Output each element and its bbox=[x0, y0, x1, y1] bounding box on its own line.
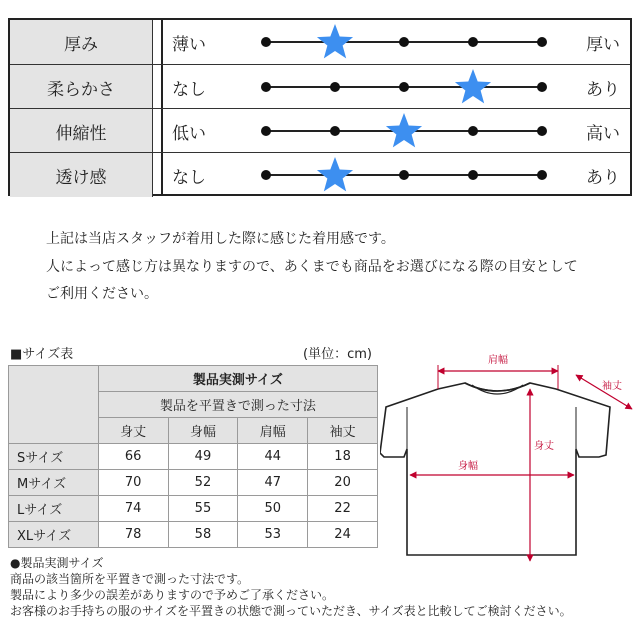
rating-star-icon bbox=[315, 155, 355, 195]
scale-dot bbox=[330, 126, 340, 136]
size-name: XLサイズ bbox=[9, 522, 99, 548]
feel-high-label: あり bbox=[586, 79, 620, 100]
scale-dot bbox=[330, 82, 340, 92]
size-column-header: 袖丈 bbox=[308, 418, 378, 444]
rating-star-icon bbox=[315, 22, 355, 62]
feel-label: 厚み bbox=[10, 20, 153, 64]
shoulder-label: 肩幅 bbox=[488, 355, 508, 366]
footnote-title: ●製品実測サイズ bbox=[10, 556, 104, 570]
feel-scale bbox=[260, 65, 550, 109]
feel-low-label: なし bbox=[172, 167, 206, 188]
scale-dot bbox=[537, 82, 547, 92]
size-value: 78 bbox=[98, 522, 168, 548]
width-label: 身幅 bbox=[458, 461, 478, 472]
sleeve-label: 袖丈 bbox=[602, 381, 622, 392]
feel-scale bbox=[260, 109, 550, 153]
feel-scale bbox=[260, 20, 550, 64]
table-row bbox=[9, 444, 378, 470]
size-value: 24 bbox=[308, 522, 378, 548]
feel-row-stretch bbox=[10, 108, 630, 153]
table-row bbox=[9, 496, 378, 522]
scale-dot bbox=[537, 170, 547, 180]
size-table-unit: (単位：cm) bbox=[303, 347, 372, 362]
size-value: 74 bbox=[98, 496, 168, 522]
size-value: 18 bbox=[308, 444, 378, 470]
feel-label: 透け感 bbox=[10, 153, 153, 197]
scale-dot bbox=[399, 170, 409, 180]
size-value: 50 bbox=[238, 496, 308, 522]
table-row bbox=[9, 522, 378, 548]
feel-scale bbox=[260, 153, 550, 197]
feel-label: 伸縮性 bbox=[10, 109, 153, 153]
feel-high-label: あり bbox=[586, 167, 620, 188]
note-line: ご利用ください。 bbox=[46, 286, 158, 302]
size-sub-title: 製品を平置きで測った寸法 bbox=[98, 392, 377, 418]
size-column-header: 身幅 bbox=[168, 418, 238, 444]
size-value: 53 bbox=[238, 522, 308, 548]
size-value: 70 bbox=[98, 470, 168, 496]
feel-low-label: なし bbox=[172, 79, 206, 100]
scale-dot bbox=[261, 82, 271, 92]
feel-low-label: 低い bbox=[172, 123, 206, 144]
scale-dot bbox=[537, 126, 547, 136]
size-value: 20 bbox=[308, 470, 378, 496]
scale-dot bbox=[468, 37, 478, 47]
note-line: 上記は当店スタッフが着用した際に感じた着用感です。 bbox=[46, 231, 395, 247]
scale-dot bbox=[537, 37, 547, 47]
size-group-title: 製品実測サイズ bbox=[98, 366, 377, 392]
feel-row-sheerness bbox=[10, 152, 630, 197]
size-value: 49 bbox=[168, 444, 238, 470]
feel-low-label: 薄い bbox=[172, 34, 206, 55]
tshirt-diagram bbox=[380, 345, 638, 575]
size-table bbox=[8, 365, 378, 548]
feel-label: 柔らかさ bbox=[10, 65, 153, 109]
size-name: Lサイズ bbox=[9, 496, 99, 522]
size-value: 47 bbox=[238, 470, 308, 496]
feel-high-label: 厚い bbox=[586, 34, 620, 55]
scale-dot bbox=[468, 170, 478, 180]
rating-star-icon bbox=[384, 111, 424, 151]
size-value: 22 bbox=[308, 496, 378, 522]
size-value: 52 bbox=[168, 470, 238, 496]
scale-dot bbox=[399, 82, 409, 92]
note-line: 人によって感じ方は異なりますので、あくまでも商品をお選びになる際の目安として bbox=[46, 259, 578, 275]
scale-dot bbox=[261, 126, 271, 136]
feel-row-softness bbox=[10, 64, 630, 109]
size-column-header: 肩幅 bbox=[238, 418, 308, 444]
size-table-corner bbox=[9, 366, 99, 444]
scale-dot bbox=[261, 170, 271, 180]
size-value: 44 bbox=[238, 444, 308, 470]
scale-dot bbox=[468, 126, 478, 136]
size-name: Sサイズ bbox=[9, 444, 99, 470]
feel-table bbox=[8, 18, 632, 196]
scale-dot bbox=[399, 37, 409, 47]
size-value: 55 bbox=[168, 496, 238, 522]
tshirt-diagram-svg bbox=[380, 345, 638, 575]
size-value: 58 bbox=[168, 522, 238, 548]
footnote-line: お客様のお手持ちの服のサイズを平置きの状態で測っていただき、サイズ表と比較してご検討ください。 bbox=[10, 604, 572, 618]
tshirt-collar-inner bbox=[472, 385, 523, 394]
footnote-line: 製品により多少の誤差がありますので予めご了承ください。 bbox=[10, 588, 335, 602]
feel-high-label: 高い bbox=[586, 123, 620, 144]
scale-dot bbox=[261, 37, 271, 47]
rating-star-icon bbox=[453, 67, 493, 107]
feel-row-thickness bbox=[10, 20, 630, 64]
size-column-header: 身丈 bbox=[98, 418, 168, 444]
size-value: 66 bbox=[98, 444, 168, 470]
table-row bbox=[9, 470, 378, 496]
size-name: Mサイズ bbox=[9, 470, 99, 496]
footnote-line: 商品の該当箇所を平置きで測った寸法です。 bbox=[10, 572, 250, 586]
size-table-heading: ■サイズ表 bbox=[10, 347, 74, 362]
length-label: 身丈 bbox=[534, 441, 554, 452]
